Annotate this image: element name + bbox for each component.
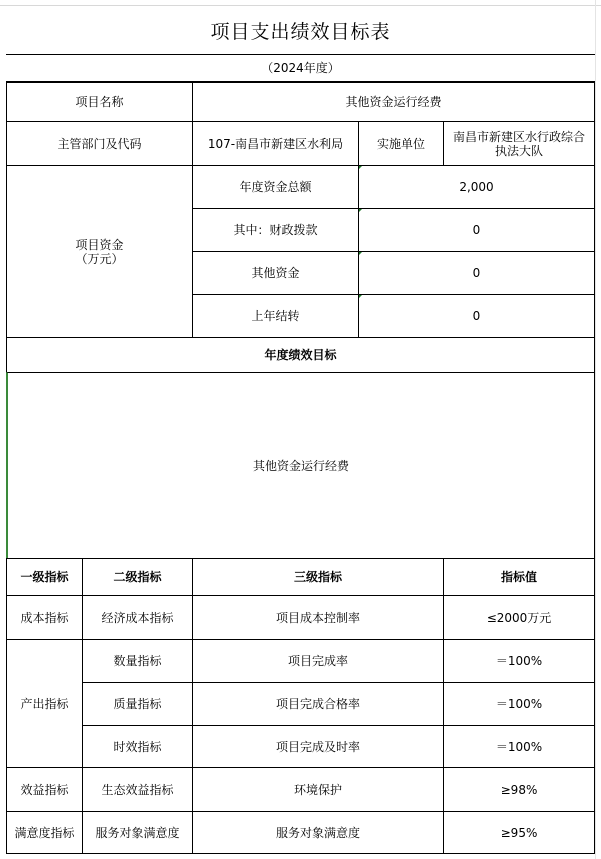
sheet-gridline [595,0,596,859]
dept-label: 主管部门及代码 [6,121,193,166]
project-name-value: 其他资金运行经费 [192,82,595,122]
indicator-level1: 产出指标 [6,639,83,768]
indicator-value: ＝100% [443,725,595,768]
indicator-value: ＝100% [443,682,595,726]
sheet-column-header-strip [0,0,601,6]
indicator-value: ≥95% [443,811,595,854]
indicator-value: ≥98% [443,767,595,812]
impl-value: 南昌市新建区水行政综合执法大队 [443,121,595,166]
impl-label: 实施单位 [358,121,444,166]
indicator-level3: 服务对象满意度 [192,811,444,854]
indicator-level3: 环境保护 [192,767,444,812]
funds-row-value: 0 [358,294,595,338]
funds-row-name: 其他资金 [192,251,359,295]
annual-target-value: 其他资金运行经费 [6,372,595,559]
indicator-level3: 项目完成合格率 [192,682,444,726]
indicator-level2: 生态效益指标 [82,767,193,812]
indicator-level3: 项目完成及时率 [192,725,444,768]
indicator-level2: 质量指标 [82,682,193,726]
indicator-level3: 项目成本控制率 [192,595,444,640]
indicator-value: ≤2000万元 [443,595,595,640]
funds-row-value: 2,000 [358,165,595,209]
funds-row-name: 上年结转 [192,294,359,338]
header-value: 指标值 [443,558,595,596]
indicator-level2: 数量指标 [82,639,193,683]
indicator-level1: 效益指标 [6,767,83,812]
indicator-level1: 满意度指标 [6,811,83,854]
indicator-value: ＝100% [443,639,595,683]
indicator-level3: 项目完成率 [192,639,444,683]
funds-row-name: 其中：财政拨款 [192,208,359,252]
funds-label: 项目资金 （万元） [6,165,193,338]
indicator-level2: 服务对象满意度 [82,811,193,854]
header-level2: 二级指标 [82,558,193,596]
funds-row-value: 0 [358,251,595,295]
indicator-level1: 成本指标 [6,595,83,640]
year-label: （2024年度） [6,54,595,82]
funds-row-value: 0 [358,208,595,252]
page-title: 项目支出绩效目标表 [210,21,391,43]
header-level1: 一级指标 [6,558,83,596]
indicator-level2: 时效指标 [82,725,193,768]
dept-value: 107-南昌市新建区水利局 [192,121,359,166]
annual-target-label: 年度绩效目标 [6,337,595,373]
indicator-level2: 经济成本指标 [82,595,193,640]
header-level3: 三级指标 [192,558,444,596]
project-name-label: 项目名称 [6,82,193,122]
funds-row-name: 年度资金总额 [192,165,359,209]
